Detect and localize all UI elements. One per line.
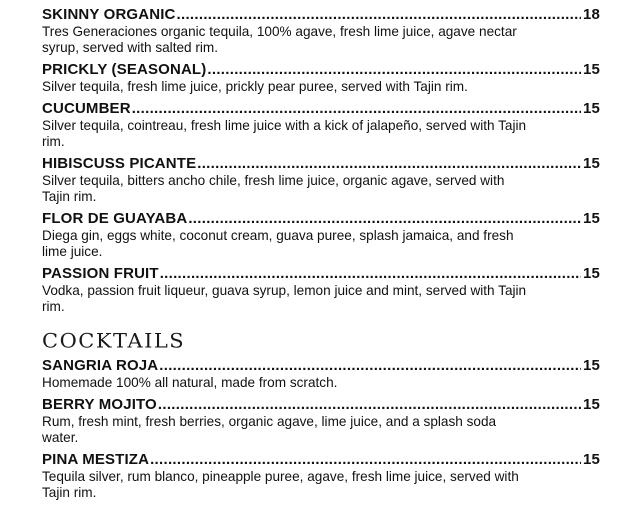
dot-leader <box>159 356 581 376</box>
menu-item-header <box>42 450 600 470</box>
dot-leader <box>197 154 581 174</box>
menu-item <box>42 99 600 150</box>
menu-item-name: FLOR DE GUAYABA <box>42 210 188 227</box>
menu-item <box>42 5 600 56</box>
margaritas-section <box>42 5 600 315</box>
dot-leader <box>207 60 581 80</box>
dot-leader <box>158 395 581 415</box>
dot-leader <box>160 264 581 284</box>
menu-item-price: 15 <box>583 396 600 413</box>
menu-item <box>42 209 600 260</box>
menu-item-price: 15 <box>583 100 600 117</box>
menu-item-name: SKINNY ORGANIC <box>42 6 176 23</box>
menu-item-name: SANGRIA ROJA <box>42 357 159 374</box>
menu-item-description: Silver tequila, bitters ancho chile, fresh lime juice, organic agave, served with Tajin rim. <box>42 173 505 204</box>
menu-item <box>42 395 600 446</box>
menu-item-name: PINA MESTIZA <box>42 451 150 468</box>
menu-item-name: PRICKLY (SEASONAL) <box>42 61 207 78</box>
section-title: COCKTAILS <box>42 330 186 353</box>
menu-item-price: 15 <box>583 61 600 78</box>
menu-item-description: Silver tequila, cointreau, fresh lime juice with a kick of jalapeño, served with Tajin rim. <box>42 118 527 149</box>
menu-item <box>42 356 600 391</box>
menu-item-header <box>42 264 600 284</box>
menu-item-name: BERRY MOJITO <box>42 396 157 413</box>
dot-leader <box>150 450 581 470</box>
menu-item-price: 15 <box>583 210 600 227</box>
menu-item-price: 15 <box>583 451 600 468</box>
menu-item-header <box>42 5 600 25</box>
menu-item-name: CUCUMBER <box>42 100 131 117</box>
menu-item-description: Tequila silver, rum blanco, pineapple puree, agave, fresh lime juice, served with Tajin rim. <box>42 469 519 500</box>
menu-item <box>42 154 600 205</box>
drinks-menu <box>42 5 600 505</box>
menu-item-description: Homemade 100% all natural, made from scratch. <box>42 375 338 390</box>
cocktails-section-header <box>42 326 600 354</box>
cocktails-section <box>42 356 600 501</box>
menu-item-price: 15 <box>583 265 600 282</box>
menu-item-header <box>42 395 600 415</box>
menu-item-description: Rum, fresh mint, fresh berries, organic agave, lime juice, and a splash soda water. <box>42 414 497 445</box>
menu-item <box>42 264 600 315</box>
menu-item-description: Silver tequila, fresh lime juice, prickly pear puree, served with Tajin rim. <box>42 79 468 94</box>
menu-item-header <box>42 60 600 80</box>
menu-item-description: Tres Generaciones organic tequila, 100% agave, fresh lime juice, agave nectar syrup, served with salted rim. <box>42 24 517 55</box>
dot-leader <box>132 99 581 119</box>
menu-item <box>42 60 600 95</box>
menu-item-description: Vodka, passion fruit liqueur, guava syrup, lemon juice and mint, served with Tajin rim. <box>42 283 527 314</box>
menu-item-price: 15 <box>583 155 600 172</box>
dot-leader <box>188 209 581 229</box>
menu-item-header <box>42 99 600 119</box>
dot-leader <box>177 5 581 25</box>
menu-item <box>42 450 600 501</box>
menu-item-name: HIBISCUSS PICANTE <box>42 155 197 172</box>
menu-item-name: PASSION FRUIT <box>42 265 159 282</box>
menu-item-header <box>42 209 600 229</box>
menu-item-header <box>42 154 600 174</box>
menu-item-price: 15 <box>583 357 600 374</box>
menu-item-header <box>42 356 600 376</box>
menu-item-description: Diega gin, eggs white, coconut cream, guava puree, splash jamaica, and fresh lime juice. <box>42 228 514 259</box>
menu-item-price: 18 <box>583 6 600 23</box>
